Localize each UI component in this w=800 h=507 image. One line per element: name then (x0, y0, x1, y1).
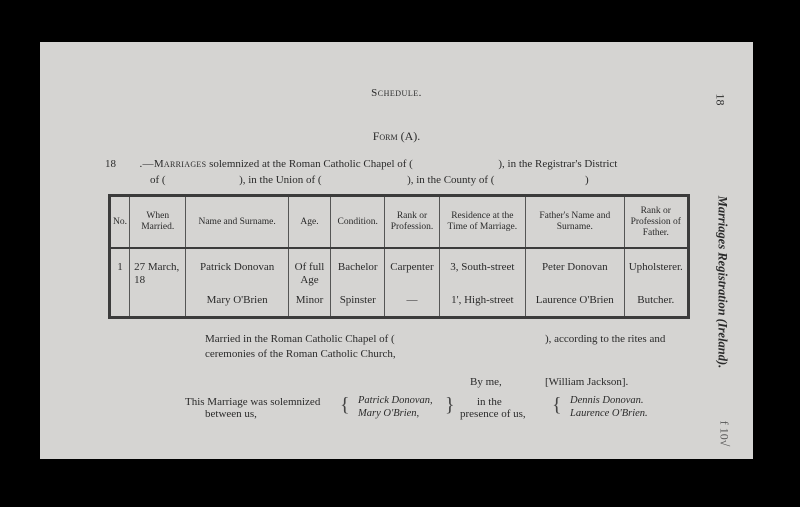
marriage-register-table (108, 194, 690, 319)
cell-rank: Carpenter (385, 248, 439, 290)
cell-name: Patrick Donovan (186, 248, 289, 290)
table-row (110, 248, 689, 290)
page-number: 18 (713, 93, 728, 106)
cell-condition: Bachelor (331, 248, 385, 290)
witness-signature-2: Laurence O'Brien. (570, 408, 648, 419)
married-text-line-1a: Married in the Roman Catholic Chapel of ( (205, 333, 395, 345)
cell-when (130, 290, 186, 318)
header-condition: Condition. (331, 196, 385, 249)
solemnized-line-1: This Marriage was solemnized (185, 396, 321, 408)
right-brace-icon: } (445, 394, 455, 416)
entry-year: 18 (105, 158, 116, 170)
header-rank: Rank or Profession. (385, 196, 439, 249)
solemnized-line-2: between us, (205, 408, 257, 420)
header-age: Age. (288, 196, 330, 249)
married-text-line-1b: ), according to the rites and (545, 333, 666, 345)
header-residence: Residence at the Time of Marriage. (439, 196, 525, 249)
witness-brace-icon: { (552, 394, 562, 416)
party-signature-2: Mary O'Brien, (358, 408, 420, 419)
header-name: Name and Surname. (186, 196, 289, 249)
cell-age: Of full Age (288, 248, 330, 290)
cell-no: 1 (110, 248, 130, 290)
heading-line-1 (105, 158, 617, 170)
minister-name: [William Jackson]. (545, 376, 629, 388)
heading-part-c: of ( (150, 174, 166, 186)
witness-signature-1: Dennis Donovan. (570, 395, 644, 406)
header-no: No. (110, 196, 130, 249)
heading-part-d: ), in the Union of ( (239, 174, 322, 186)
left-brace-icon: { (340, 394, 350, 416)
header-father-name: Father's Name and Surname. (526, 196, 624, 249)
presence-line-2: presence of us, (460, 408, 526, 420)
cell-condition: Spinster (331, 290, 385, 318)
schedule-title: Schedule. (371, 87, 422, 99)
pencil-note: f 10√ (717, 420, 732, 447)
by-me-label: By me, (470, 376, 502, 388)
cell-father-rank: Upholsterer. (624, 248, 688, 290)
cell-residence: 3, South-street (439, 248, 525, 290)
heading-part-e: ), in the County of ( (407, 174, 495, 186)
cell-name: Mary O'Brien (186, 290, 289, 318)
heading-line-2 (150, 174, 589, 186)
cell-residence: 1', High-street (439, 290, 525, 318)
cell-father-rank: Butcher. (624, 290, 688, 318)
heading-part-f: ) (584, 174, 589, 186)
form-title: Form (A). (372, 129, 421, 143)
married-text-line-2: ceremonies of the Roman Catholic Church, (205, 348, 396, 360)
header-father-rank: Rank or Profession of Father. (624, 196, 688, 249)
cell-rank: — (385, 290, 439, 318)
cell-when: 27 March, 18 (130, 248, 186, 290)
marriages-word: .—Marriages (139, 158, 207, 170)
cell-age: Minor (288, 290, 330, 318)
table-row (110, 290, 689, 318)
heading-part-a: solemnized at the Roman Catholic Chapel of ( (209, 158, 413, 170)
side-title: Marriages Registration (Ireland). (715, 195, 730, 369)
heading-part-b: ), in the Registrar's District (498, 158, 618, 170)
cell-no (110, 290, 130, 318)
party-signature-1: Patrick Donovan, (358, 395, 433, 406)
presence-line-1: in the (477, 396, 502, 408)
table-header-row (110, 196, 689, 249)
document-page (40, 42, 753, 459)
cell-father-name: Laurence O'Brien (526, 290, 624, 318)
cell-father-name: Peter Donovan (526, 248, 624, 290)
header-when-married: When Married. (130, 196, 186, 249)
